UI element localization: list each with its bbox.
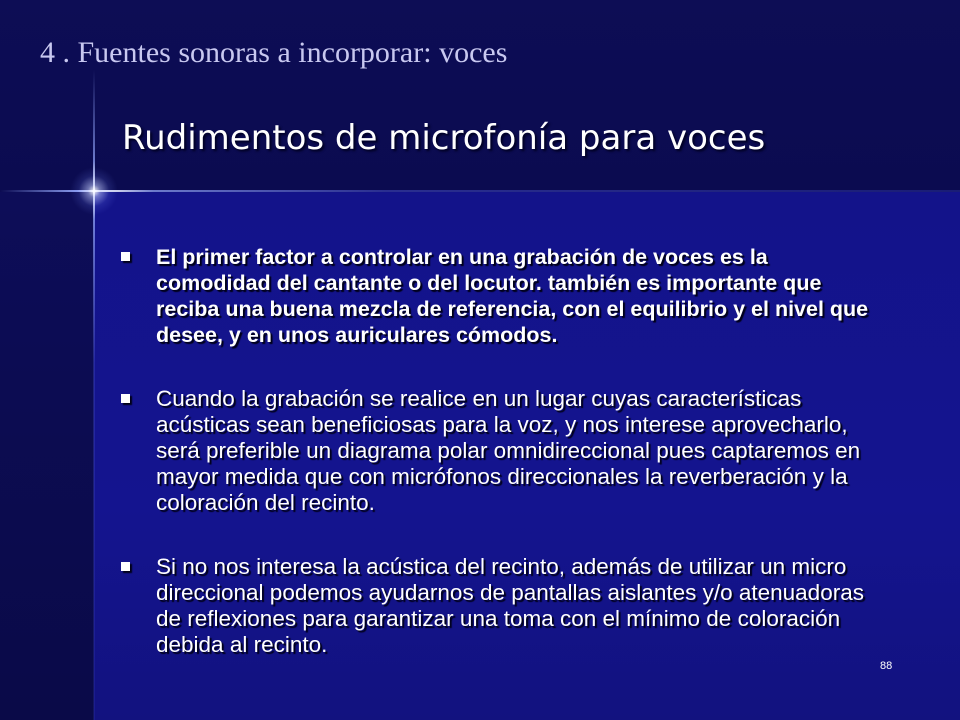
bullet-list <box>120 244 880 658</box>
left-margin-background <box>0 192 94 720</box>
bullet-text: Cuando la grabación se realice en un lugar cuyas características acústicas sean beneficiosas para la voz, y nos interese aprovecharlo, será preferible un diagrama polar omnidireccional pues captaremos en mayor medida que con micrófonos direccionales la reverberación y la coloración del recinto. <box>156 386 861 515</box>
bullet-item <box>120 244 880 348</box>
horizontal-light-line <box>0 190 960 192</box>
bullet-item <box>120 386 880 516</box>
header-background <box>0 0 960 190</box>
square-bullet-icon <box>121 252 130 261</box>
star-flare-icon <box>70 167 118 215</box>
section-title: 4 . Fuentes sonoras a incorporar: voces <box>40 36 508 69</box>
slide-title: Rudimentos de microfonía para voces <box>122 118 766 158</box>
bullet-item <box>120 554 880 658</box>
square-bullet-icon <box>121 562 130 571</box>
bullet-text: El primer factor a controlar en una grabación de voces es la comodidad del cantante o del locutor. también es importante que reciba una buena mezcla de referencia, con el equilibrio y el nivel que desee, y en unos auriculares cómodos. <box>156 245 869 347</box>
square-bullet-icon <box>121 394 130 403</box>
page-number: 88 <box>880 660 893 672</box>
bullet-text: Si no nos interesa la acústica del recinto, además de utilizar un micro direccional podemos ayudarnos de pantallas aislantes y/o atenuadoras de reflexiones para garantizar una toma con el mínimo de coloración debida al recinto. <box>156 554 864 657</box>
